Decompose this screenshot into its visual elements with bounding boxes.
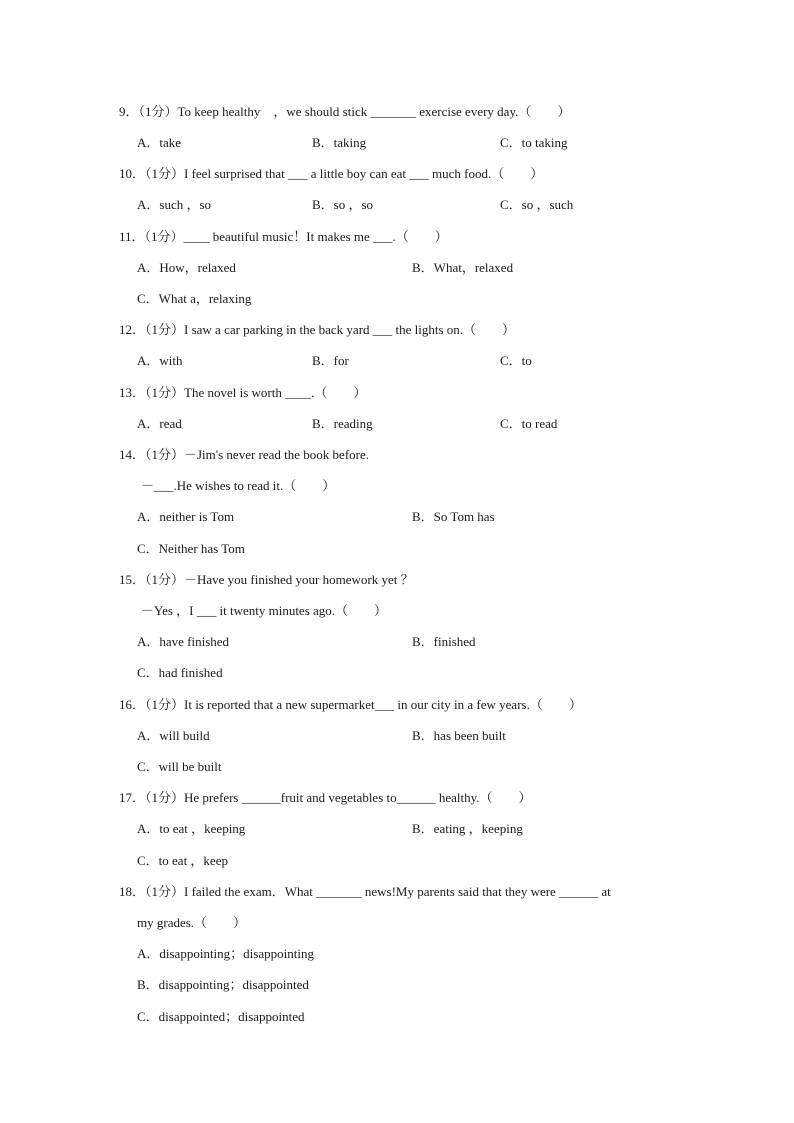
question-16-stem: 16．（1分）It is reported that a new supermarket___ in our city in a few years.（ ） — [119, 697, 582, 712]
question-17-stem: 17．（1分）He prefers ______fruit and vegetables to______ healthy.（ ） — [119, 790, 532, 805]
question-14-option-b[interactable]: B．So Tom has — [412, 509, 495, 524]
question-10-option-c[interactable]: C．so ，such — [500, 197, 574, 212]
question-18-stem: 18．（1分）I failed the exam．What _______ news!My parents said that they were ______ at — [119, 884, 611, 899]
question-15-stem: 15．（1分）－Have you finished your homework yet ？ — [119, 572, 414, 587]
question-14-option-a[interactable]: A．neither is Tom — [137, 509, 235, 524]
question-13-stem: 13．（1分）The novel is worth ____.（ ） — [119, 385, 367, 400]
question-15-option-a[interactable]: A．have finished — [137, 634, 230, 649]
question-13-option-a[interactable]: A．read — [137, 416, 182, 431]
question-17-option-a[interactable]: A．to eat ，keeping — [137, 821, 246, 836]
question-12-option-c[interactable]: C．to — [500, 353, 532, 368]
question-11-option-a[interactable]: A．How，relaxed — [137, 260, 236, 275]
question-12-option-b[interactable]: B．for — [312, 353, 349, 368]
question-15-option-c[interactable]: C．had finished — [137, 665, 223, 680]
question-9-option-a[interactable]: A．take — [137, 135, 182, 150]
question-14-stem-reply: －___.He wishes to read it.（ ） — [141, 478, 336, 493]
question-14-option-c[interactable]: C．Neither has Tom — [137, 541, 245, 556]
question-15-stem-reply: －Yes ，I ___ it twenty minutes ago.（ ） — [141, 603, 388, 618]
question-11-stem: 11．（1分）____ beautiful music！It makes me ___.（ ） — [119, 229, 448, 244]
question-16-option-a[interactable]: A．will build — [137, 728, 210, 743]
question-15-option-b[interactable]: B．finished — [412, 634, 476, 649]
question-16-option-c[interactable]: C．will be built — [137, 759, 222, 774]
question-18-option-a[interactable]: A．disappointing；disappointing — [137, 946, 314, 961]
question-9-stem: 9．（1分）To keep healthy ，we should stick _______ exercise every day.（ ） — [119, 104, 571, 119]
question-12-option-a[interactable]: A．with — [137, 353, 183, 368]
question-17-option-b[interactable]: B．eating ，keeping — [412, 821, 523, 836]
question-10-option-b[interactable]: B．so ，so — [312, 197, 374, 212]
question-18-option-c[interactable]: C．disappointed；disappointed — [137, 1009, 305, 1024]
question-11-option-c[interactable]: C．What a，relaxing — [137, 291, 252, 306]
question-10-option-a[interactable]: A．such ，so — [137, 197, 212, 212]
question-13-option-b[interactable]: B．reading — [312, 416, 373, 431]
question-14-stem: 14．（1分）－Jim's never read the book before. — [119, 447, 370, 462]
question-16-option-b[interactable]: B．has been built — [412, 728, 506, 743]
question-18-option-b[interactable]: B．disappointing；disappointed — [137, 977, 309, 992]
question-13-option-c[interactable]: C．to read — [500, 416, 558, 431]
question-12-stem: 12．（1分）I saw a car parking in the back yard ___ the lights on.（ ） — [119, 322, 516, 337]
question-9-option-c[interactable]: C．to taking — [500, 135, 568, 150]
question-17-option-c[interactable]: C．to eat ，keep — [137, 853, 228, 868]
question-11-option-b[interactable]: B．What，relaxed — [412, 260, 514, 275]
question-10-stem: 10．（1分）I feel surprised that ___ a little boy can eat ___ much food.（ ） — [119, 166, 544, 181]
question-18-stem-continued: my grades.（ ） — [137, 915, 247, 930]
question-9-option-b[interactable]: B．taking — [312, 135, 367, 150]
